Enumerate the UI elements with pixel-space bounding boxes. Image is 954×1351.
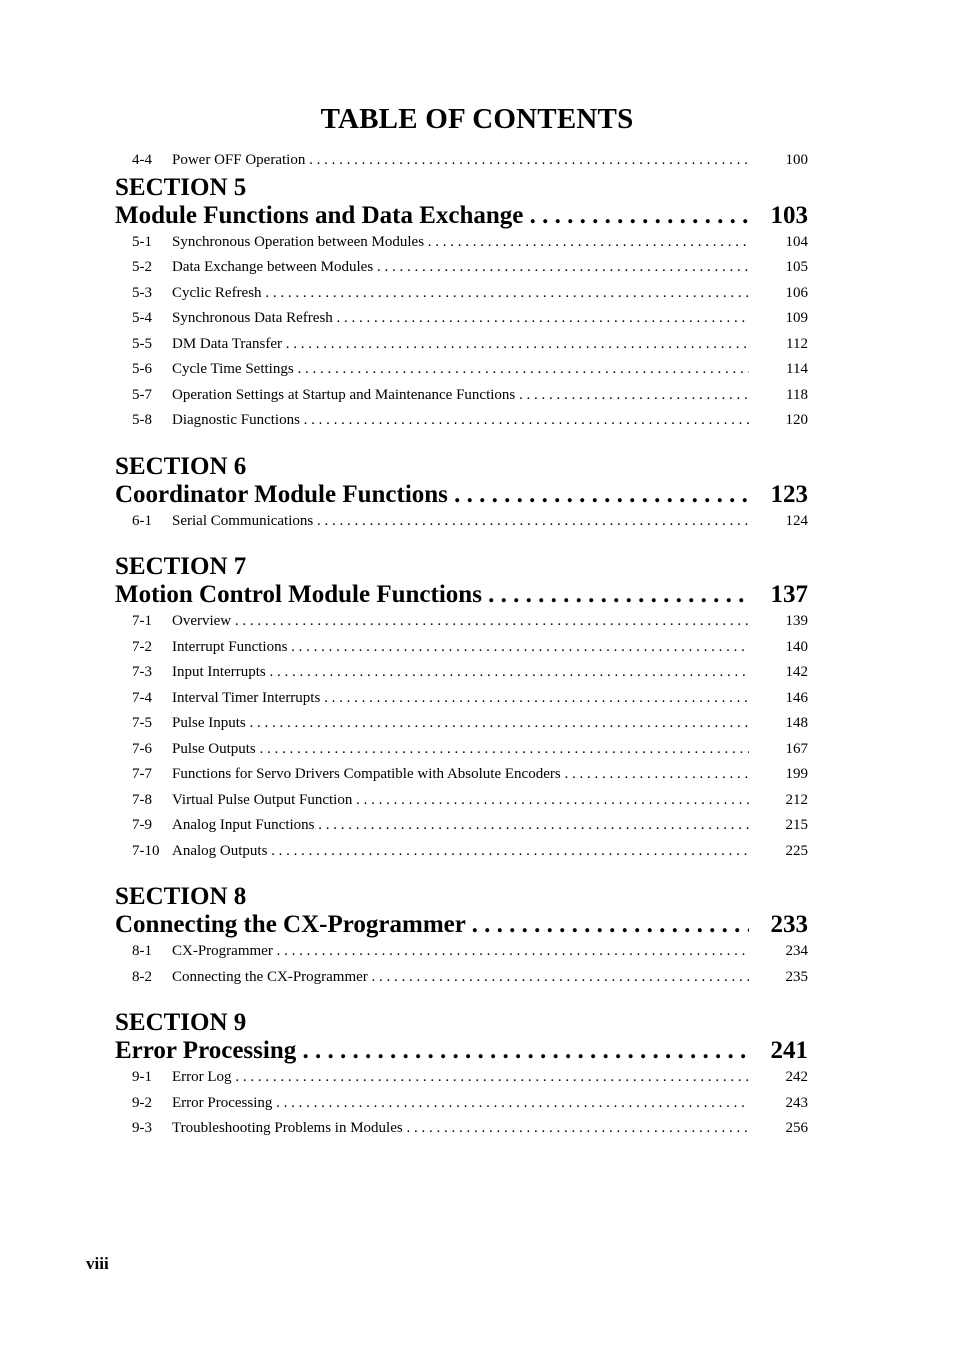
entry-number: 9-2: [132, 1094, 152, 1111]
entry-title: Input Interrupts . . .: [172, 660, 749, 686]
section-title: Motion Control Module Functions . . .: [115, 581, 749, 609]
entry-title: Cyclic Refresh . . .: [172, 281, 749, 307]
entry-title: DM Data Transfer . . .: [172, 332, 749, 358]
toc-section: [115, 453, 808, 535]
toc-entry[interactable]: [115, 306, 808, 332]
toc-entry[interactable]: [115, 332, 808, 358]
section-label: SECTION 5: [115, 173, 247, 201]
entry-title: Troubleshooting Problems in Modules . . .: [172, 1116, 749, 1142]
entry-title: Pulse Outputs . . .: [172, 737, 749, 763]
toc-entry[interactable]: [115, 255, 808, 281]
entry-title: Pulse Inputs . . .: [172, 711, 749, 737]
toc-entry[interactable]: [115, 230, 808, 256]
toc-section: [115, 553, 808, 864]
entry-page: 118: [786, 386, 808, 403]
entry-number: 7-3: [132, 664, 152, 680]
toc-entry[interactable]: [115, 660, 808, 686]
entry-title: CX-Programmer . . .: [172, 939, 749, 965]
entry-title: Error Processing . . .: [172, 1091, 749, 1117]
table-of-contents: [115, 148, 808, 1142]
entry-number: 5-7: [132, 386, 152, 403]
entry-title: Analog Outputs . . .: [172, 839, 749, 865]
entry-title: Data Exchange between Modules . . .: [172, 255, 749, 281]
entry-number: 7-4: [132, 689, 152, 706]
toc-entry[interactable]: [115, 281, 808, 307]
section-title-row[interactable]: [115, 911, 808, 939]
toc-entry[interactable]: [115, 839, 808, 865]
entry-title: Power OFF Operation . . .: [172, 148, 749, 174]
entry-number: 8-1: [132, 943, 152, 959]
entry-page: 104: [785, 233, 808, 250]
section-label: SECTION 9: [115, 1009, 247, 1036]
entry-page: 106: [785, 284, 808, 301]
entry-page: 242: [785, 1069, 808, 1085]
entry-title: Interrupt Functions . . .: [172, 635, 749, 661]
entry-page: 146: [785, 689, 808, 706]
entry-page: 243: [785, 1094, 808, 1111]
entry-page: 199: [785, 766, 808, 782]
toc-entry[interactable]: [115, 635, 808, 661]
entry-title: Cycle Time Settings . . .: [172, 357, 749, 383]
entry-number: 5-6: [132, 361, 152, 377]
toc-entry[interactable]: [115, 711, 808, 737]
entry-title: Diagnostic Functions . . .: [172, 408, 749, 434]
entry-page: 225: [785, 842, 808, 859]
entry-title: Synchronous Operation between Modules . . .: [172, 230, 749, 256]
entry-title: Analog Input Functions . . .: [172, 813, 749, 839]
section-title-row[interactable]: [115, 481, 808, 509]
toc-entry[interactable]: [115, 609, 808, 635]
page-title: TABLE OF CONTENTS: [320, 103, 634, 135]
entry-page: 256: [785, 1120, 808, 1136]
section-page: 123: [770, 480, 808, 508]
section-title: Module Functions and Data Exchange . . .: [115, 202, 749, 230]
entry-number: 7-5: [132, 715, 152, 731]
entry-number: 6-1: [132, 512, 152, 529]
toc-entry[interactable]: [115, 1065, 808, 1091]
entry-page: 212: [785, 791, 808, 808]
entry-page: 140: [785, 638, 808, 655]
entry-page: 148: [785, 715, 808, 731]
toc-section: [115, 1009, 808, 1142]
entry-page: 139: [785, 613, 808, 629]
toc-entry[interactable]: [115, 408, 808, 434]
section-title-row[interactable]: [115, 1037, 808, 1065]
section-page: 233: [770, 911, 808, 938]
entry-number: 7-10: [132, 842, 160, 859]
toc-entry[interactable]: [115, 737, 808, 763]
entry-page: 120: [785, 412, 808, 428]
entry-page: 100: [785, 152, 808, 168]
entry-page: 124: [785, 512, 808, 529]
section-title: Connecting the CX-Programmer . . .: [115, 911, 749, 939]
entry-number: 8-2: [132, 968, 152, 985]
entry-title: Virtual Pulse Output Function . . .: [172, 788, 749, 814]
entry-page: 235: [785, 968, 808, 985]
entry-title: Error Log . . .: [172, 1065, 749, 1091]
entry-title: Operation Settings at Startup and Maintenance Functions . . .: [172, 383, 749, 409]
section-title-row[interactable]: [115, 581, 808, 609]
toc-entry[interactable]: [115, 509, 808, 535]
section-label: SECTION 6: [115, 452, 247, 480]
entry-title: Overview . . .: [172, 609, 749, 635]
entry-page: 215: [785, 817, 808, 833]
section-label: SECTION 8: [115, 883, 247, 910]
section-page: 241: [770, 1037, 808, 1064]
section-title: Coordinator Module Functions . . .: [115, 481, 749, 509]
toc-entry[interactable]: [115, 1091, 808, 1117]
toc-entry[interactable]: [115, 813, 808, 839]
entry-title: Synchronous Data Refresh . . .: [172, 306, 749, 332]
entry-number: 7-7: [132, 766, 152, 782]
toc-section: [115, 883, 808, 990]
entry-number: 4-4: [132, 152, 152, 168]
entry-page: 142: [785, 664, 808, 680]
entry-number: 5-5: [132, 335, 152, 352]
entry-number: 7-1: [132, 613, 152, 629]
toc-entry[interactable]: [115, 1116, 808, 1142]
toc-section: [115, 174, 808, 434]
entry-page: 109: [785, 310, 808, 326]
entry-number: 5-3: [132, 284, 152, 301]
section-label: SECTION 7: [115, 553, 247, 580]
toc-entry[interactable]: [115, 762, 808, 788]
entry-number: 7-6: [132, 740, 152, 757]
entry-title: Serial Communications . . .: [172, 509, 749, 535]
section-page: 103: [770, 201, 808, 229]
toc-entry[interactable]: [115, 357, 808, 383]
section-page: 137: [770, 581, 808, 608]
section-title-row[interactable]: [115, 202, 808, 230]
entry-number: 5-4: [132, 310, 152, 326]
entry-number: 9-3: [132, 1120, 152, 1136]
entry-page: 112: [786, 335, 808, 352]
entry-page: 105: [785, 259, 808, 275]
toc-entry[interactable]: [115, 939, 808, 965]
entry-title: Connecting the CX-Programmer . . .: [172, 965, 749, 991]
section-title: Error Processing . . .: [115, 1037, 749, 1065]
entry-number: 9-1: [132, 1069, 152, 1085]
entry-title: Interval Timer Interrupts . . .: [172, 686, 749, 712]
entry-number: 7-9: [132, 817, 152, 833]
entry-page: 234: [785, 943, 808, 959]
entry-number: 5-1: [132, 233, 152, 250]
toc-entry[interactable]: [115, 686, 808, 712]
entry-number: 7-8: [132, 791, 152, 808]
toc-entry[interactable]: [115, 965, 808, 991]
entry-title: Functions for Servo Drivers Compatible with Absolute Encoders . . .: [172, 762, 749, 788]
toc-entry[interactable]: [115, 148, 808, 174]
page-number: viii: [86, 1254, 109, 1273]
toc-entry[interactable]: [115, 383, 808, 409]
entry-number: 5-8: [132, 412, 152, 428]
sections-list: [115, 174, 808, 1142]
entry-number: 5-2: [132, 259, 152, 275]
toc-entry[interactable]: [115, 788, 808, 814]
entry-number: 7-2: [132, 638, 152, 655]
lead-entries: [115, 148, 808, 174]
entry-page: 167: [785, 740, 808, 757]
entry-page: 114: [786, 361, 808, 377]
